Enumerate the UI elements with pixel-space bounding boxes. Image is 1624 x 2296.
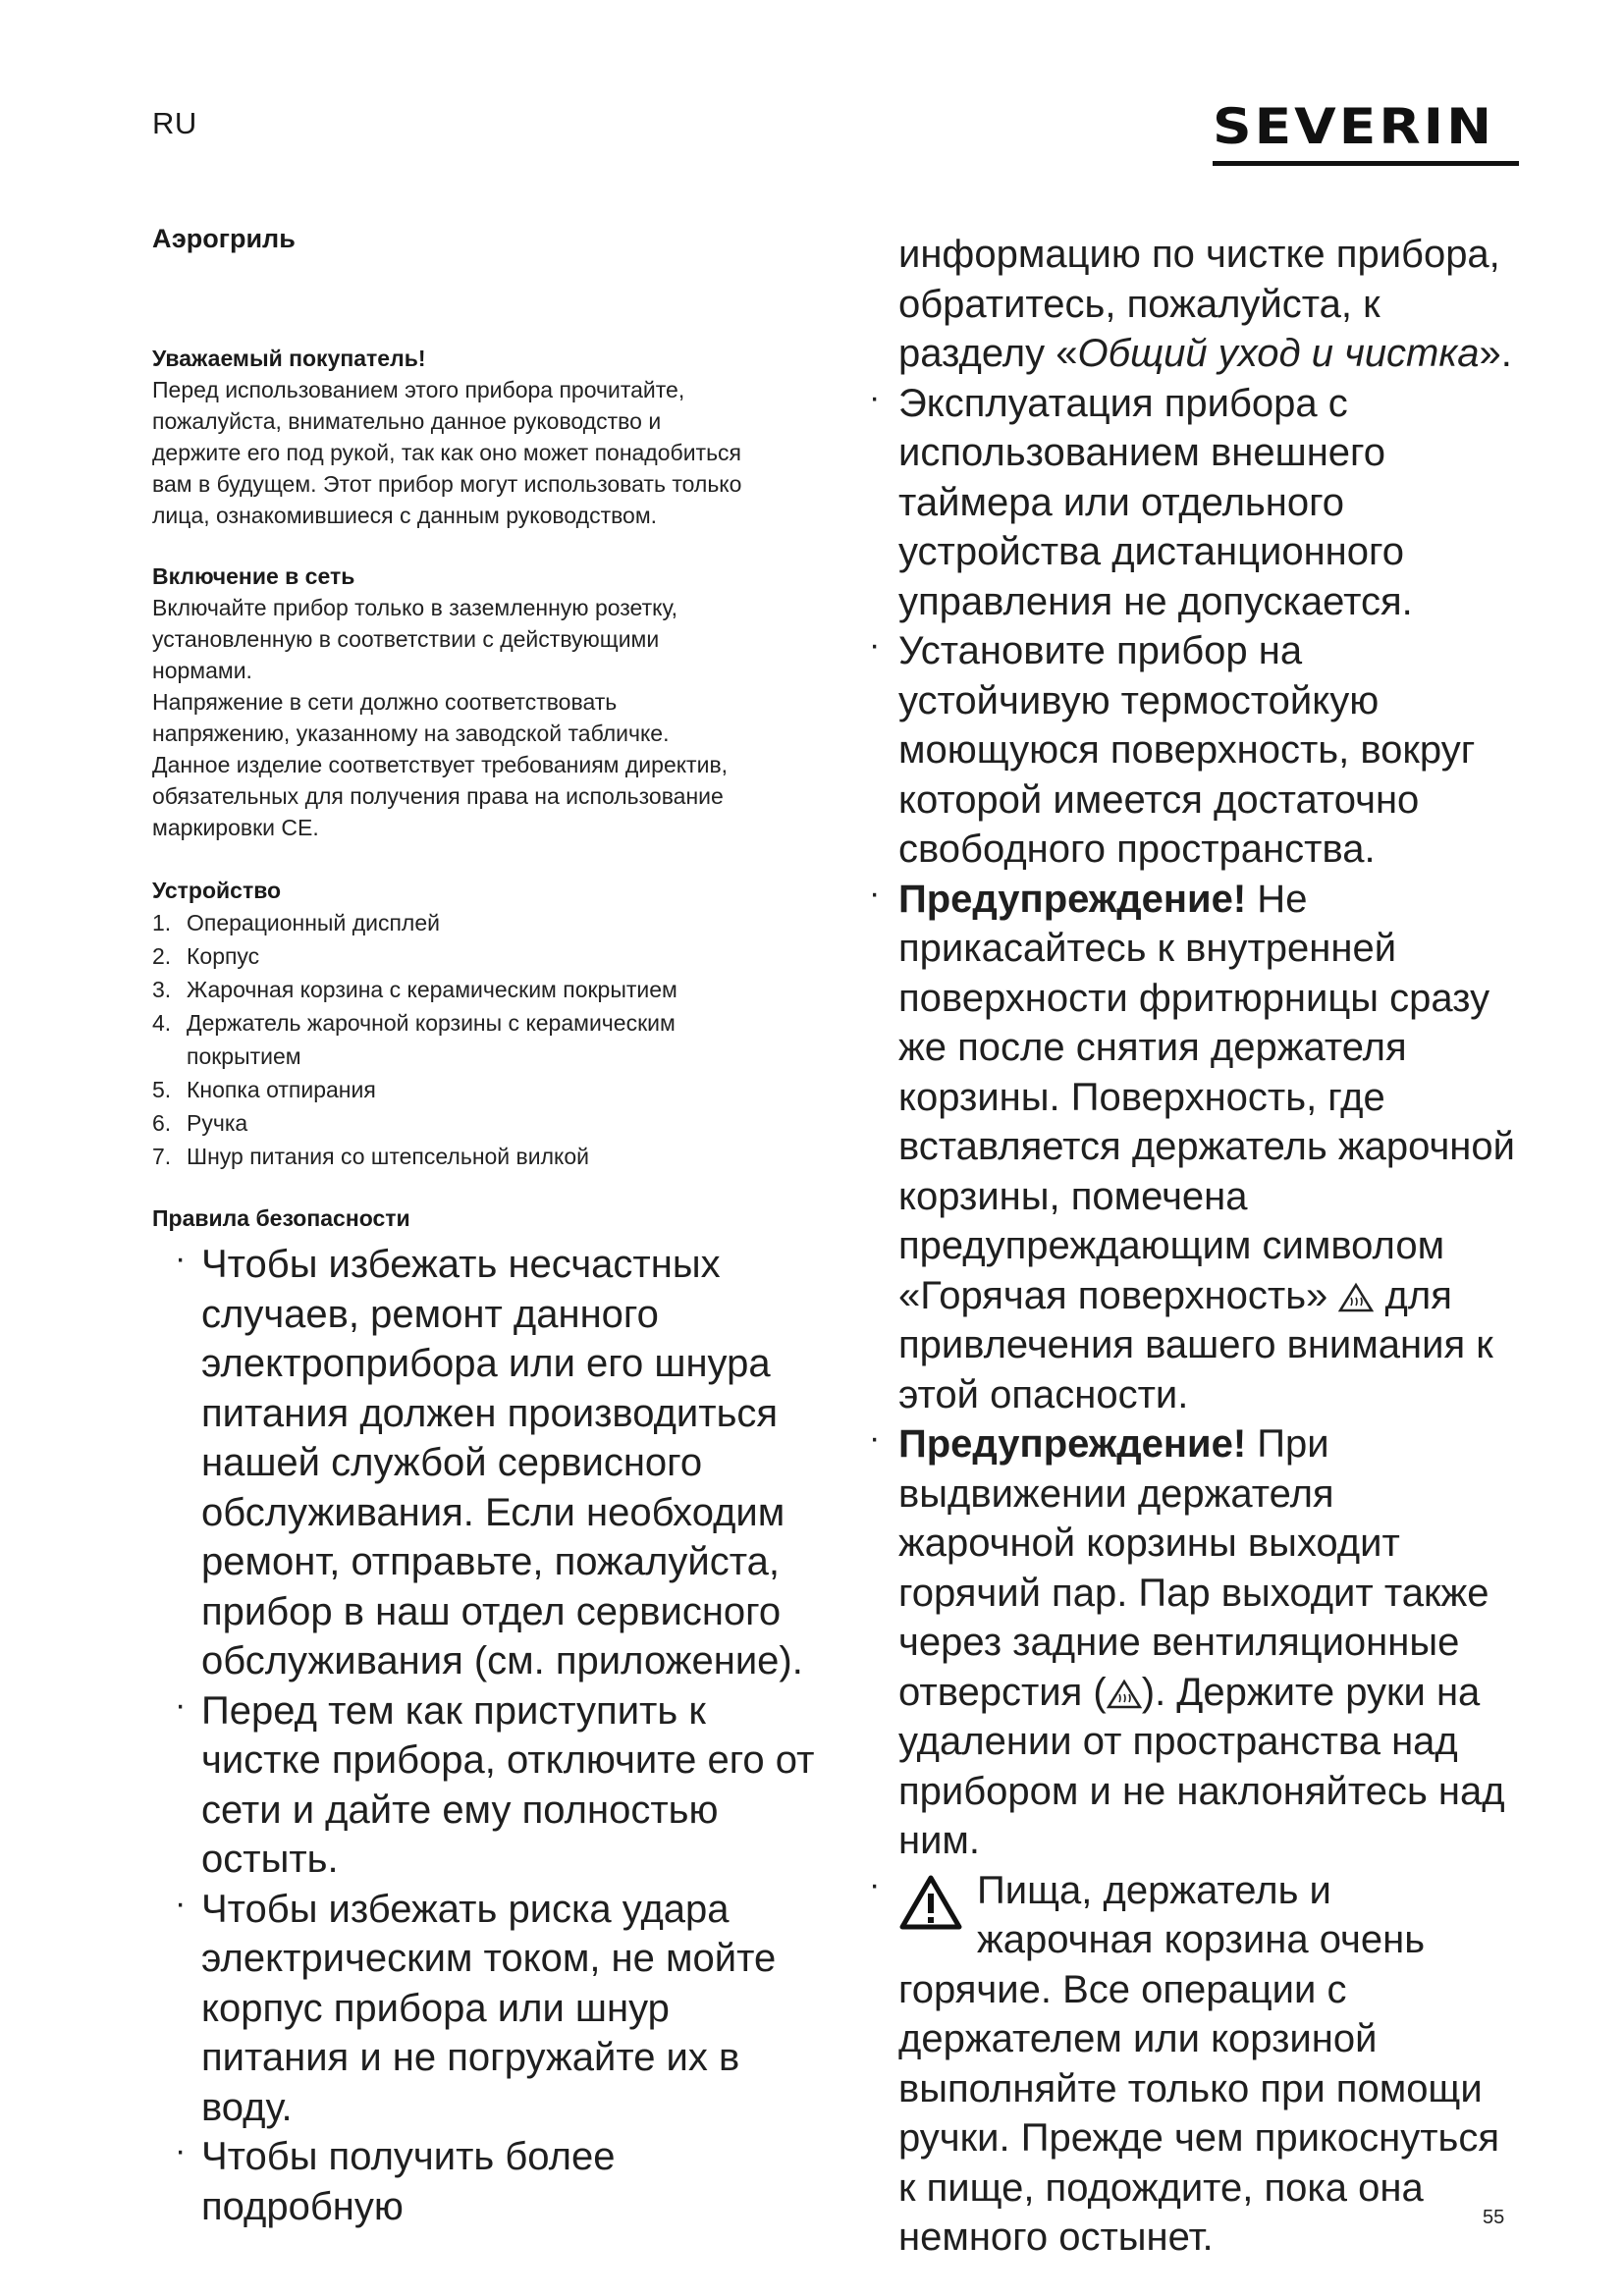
power-line: напряжению, указанному на заводской табличке.	[152, 721, 670, 746]
safety-list-right	[869, 378, 1517, 2263]
power-line: Напряжение в сети должно соответствовать	[152, 689, 618, 715]
power-line: нормами.	[152, 658, 252, 683]
power-line: обязательных для получения права на использование	[152, 783, 724, 809]
list-item: · Установите прибор на устойчивую термостойкую моющуюся поверхность, вокруг которой имеется достаточно свободного пространства.	[869, 626, 1476, 871]
power-heading: Включение в сеть	[152, 563, 355, 589]
list-item: · Эксплуатация прибора с использованием внешнего таймера или отдельного устройства дистанционного управления не допускается.	[869, 378, 1413, 623]
section-reference: Общий уход и чистка	[1077, 332, 1480, 375]
warning-triangle-icon	[898, 1874, 963, 1931]
list-item: · Чтобы избежать риска удара электрическим током, не мойте корпус прибора или шнур питания и не погружайте их в воду.	[175, 1884, 777, 2129]
list-item: 2. Корпус	[152, 943, 260, 969]
list-item: 7. Шнур питания со штепсельной вилкой	[152, 1144, 589, 1169]
device-heading: Устройство	[152, 878, 282, 903]
list-item: 3. Жарочная корзина с керамическим покрытием	[152, 977, 677, 1002]
power-line: Включайте прибор только в заземленную розетку,	[152, 595, 678, 620]
intro-line: держите его под рукой, так как оно может понадобиться	[152, 440, 742, 465]
list-item: · Перед тем как приступить к чистке прибора, отключите его от сети и дайте ему полностью остыть.	[175, 1685, 815, 1881]
list-item: · Пища, держатель и жарочная корзина очень горячие. Все операции с держателем или корзиной выполняйте только при помощи ручки. Прежде чем прикоснуться к пище, подождите, пока она немного остынет.	[869, 1865, 1500, 2259]
power-line: маркировки CE.	[152, 815, 319, 840]
list-item: · Предупреждение! Не прикасайтесь к внутренней поверхности фритюрницы сразу же после снятия держателя корзины. Поверхность, где вставляется держатель жарочной корзины, помечена предупреждающим символом «Горячая поверхность» для привлечения вашего внимания к этой опасности.	[869, 874, 1515, 1416]
language-code: RU	[152, 106, 197, 140]
power-line: установленную в соответствии с действующими	[152, 626, 660, 652]
list-item: 1. Операционный дисплей	[152, 910, 440, 935]
page-number: 55	[1483, 2207, 1505, 2228]
intro-line: лица, ознакомившиеся с данным руководством.	[152, 503, 658, 528]
brand-logo: SEVERIN	[1213, 98, 1495, 155]
intro-heading: Уважаемый покупатель!	[152, 346, 426, 371]
left-column	[152, 224, 820, 2231]
power-line: Данное изделие соответствует требованиям директив,	[152, 752, 729, 777]
list-item: · Чтобы избежать несчастных случаев, ремонт данного электроприбора или его шнура питания должен производиться нашей службой сервисного обслуживания. Если необходим ремонт, отправьте, пожалуйста, прибор в наш отдел сервисного обслуживания (см. приложение).	[175, 1240, 803, 1682]
list-item: 4. Держатель жарочной корзины с керамическим покрытием	[152, 1010, 676, 1069]
safety-list-left	[170, 1240, 820, 2231]
intro-line: пожалуйста, внимательно данное руководство и	[152, 408, 662, 434]
list-item: · Чтобы получить более подробную	[175, 2132, 616, 2228]
safety-heading: Правила безопасности	[152, 1205, 410, 1231]
document-title: Аэрогриль	[152, 224, 296, 253]
right-column	[869, 230, 1517, 2263]
intro-line: вам в будущем. Этот прибор могут использовать только	[152, 471, 742, 497]
list-item: 6. Ручка	[152, 1110, 248, 1136]
hot-surface-icon	[1107, 1679, 1142, 1710]
parts-list	[152, 906, 820, 1173]
warning-label: Предупреждение!	[898, 877, 1247, 921]
intro-line: Перед использованием этого прибора прочитайте,	[152, 377, 685, 402]
continued-text: информацию по чистке прибора, обратитесь, пожалуйста, к разделу «Общий уход и чистка».	[898, 233, 1512, 375]
list-item: · Предупреждение! При выдвижении держателя жарочной корзины выходит горячий пар. Пар выходит также через задние вентиляционные отверстия ( ). Держите руки на удалении от пространства над прибором и не наклоняйтесь над ним.	[869, 1419, 1505, 1862]
brand-underline	[1213, 161, 1519, 166]
warning-label: Предупреждение!	[898, 1422, 1247, 1466]
hot-surface-icon	[1338, 1282, 1374, 1313]
list-item: 5. Кнопка отпирания	[152, 1077, 376, 1102]
